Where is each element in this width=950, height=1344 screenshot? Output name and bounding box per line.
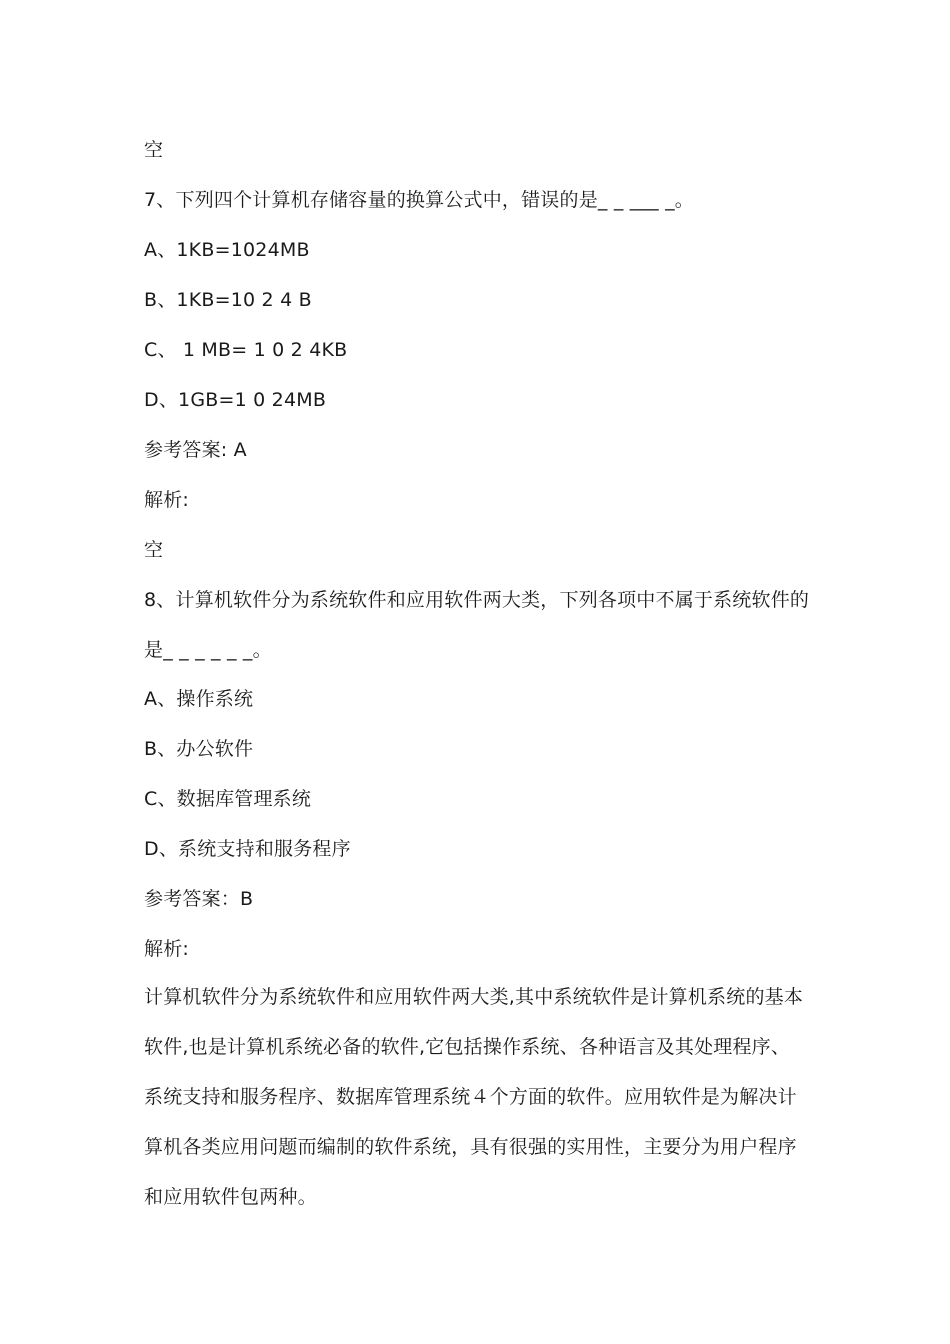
question-8-option-b: B、办公软件 [144,738,254,760]
question-8-option-a: A、操作系统 [144,688,254,710]
question-7-analysis-text: 空 [144,539,164,561]
answer-placeholder-text: 空 [144,139,164,161]
question-7-option-c: C、 1 MB= 1 0 2 4KB [144,339,348,361]
question-8-option-d: D、系统支持和服务程序 [144,838,351,860]
question-8-analysis-label: 解析: [144,938,190,960]
question-7-stem: 7、下列四个计算机存储容量的换算公式中，错误的是_ _ ___ _。 [144,189,695,211]
question-8-stem-continued: 是_ _ _ _ _ _。 [144,639,272,661]
question-7-option-b: B、1KB=10 2 4 B [144,289,312,311]
question-8-analysis-text: 计算机软件分为系统软件和应用软件两大类,其中系统软件是计算机系统的基本软件,也是计算机系统必备的软件,它包括操作系统、各种语言及其处理程序、系统支持和服务程序、数据库管理系统４个方面的软件。应用软件是为解决计算机各类应用问题而编制的软件系统，具有很强的实用性，主要分为用户程序和应用软件包两种。 [144,986,804,1208]
question-7-answer: 参考答案: A [144,439,247,461]
question-8-stem: 8、计算机软件分为系统软件和应用软件两大类，下列各项中不属于系统软件的 [144,589,810,611]
question-8-option-c: C、数据库管理系统 [144,788,312,810]
question-7-analysis-label: 解析: [144,489,190,511]
question-8-answer: 参考答案：B [144,888,254,910]
question-7-option-d: D、1GB=1 0 24MB [144,389,327,411]
question-7-option-a: A、1KB=1024MB [144,239,310,261]
